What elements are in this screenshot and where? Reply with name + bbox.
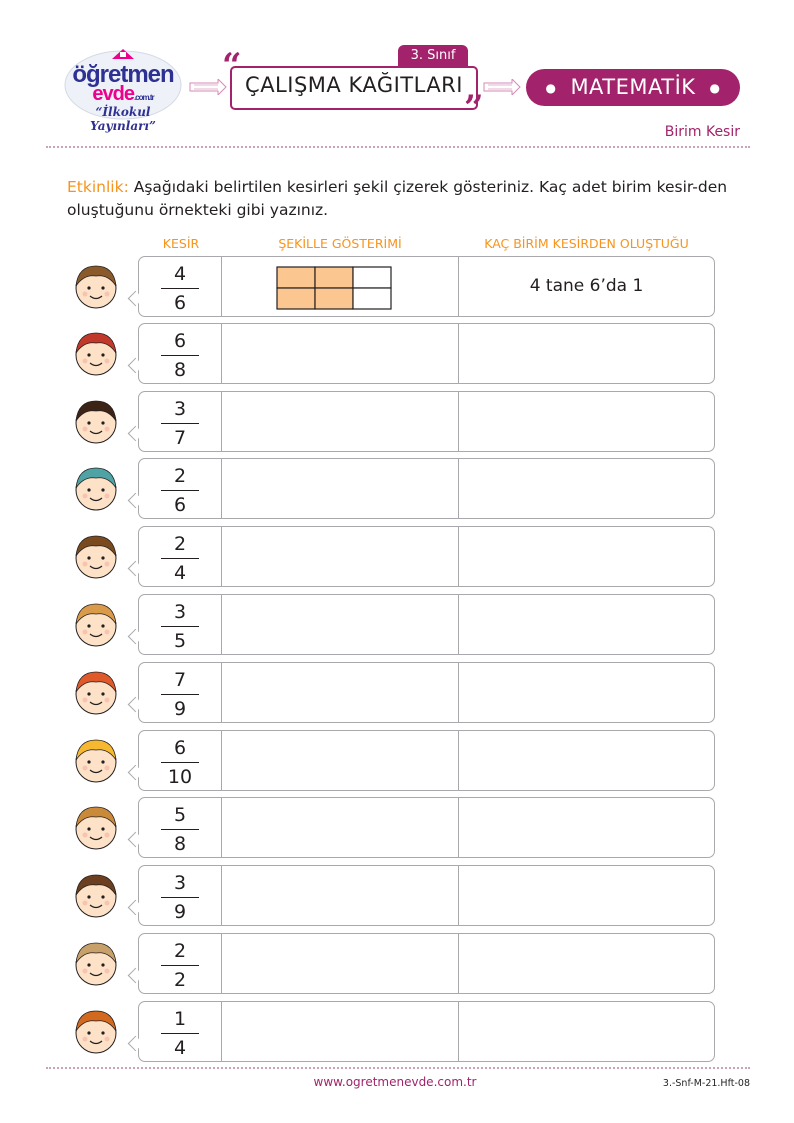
count-cell[interactable] (460, 324, 714, 383)
fraction-numerator: 3 (173, 601, 187, 623)
fraction (161, 803, 199, 856)
speech-notch (128, 697, 144, 713)
column-header-fraction: KESİR (162, 236, 200, 251)
fraction-denominator: 6 (173, 494, 187, 516)
child-face-icon (68, 596, 124, 652)
speech-notch (128, 426, 144, 442)
child-face-icon (68, 1003, 124, 1059)
fraction-bar (161, 1033, 199, 1034)
table-row (138, 458, 715, 519)
fraction (161, 397, 199, 450)
column-divider (221, 324, 222, 383)
fraction (161, 464, 199, 517)
shape-cell[interactable] (223, 731, 457, 790)
column-divider (221, 595, 222, 654)
child-face-icon (68, 867, 124, 923)
instructions-text: Aşağıdaki belirtilen kesirleri şekil çizerek gösteriniz. Kaç adet birim kesir-den oluştuğunu örnekteki gibi yazınız. (67, 178, 728, 219)
table-row (138, 594, 715, 655)
count-cell[interactable] (460, 459, 714, 518)
column-divider (458, 731, 459, 790)
bullet-dot-icon: ● (545, 80, 557, 95)
close-quote-icon: ” (464, 88, 484, 128)
speech-notch (128, 765, 144, 781)
fraction-bar (161, 355, 199, 356)
fraction-denominator: 5 (173, 630, 187, 652)
fraction-numerator: 2 (173, 533, 187, 555)
speech-notch (128, 900, 144, 916)
column-divider (458, 595, 459, 654)
fraction-denominator: 8 (173, 359, 187, 381)
child-face-icon (68, 460, 124, 516)
fraction-numerator: 2 (173, 465, 187, 487)
column-divider (458, 866, 459, 925)
speech-notch (128, 358, 144, 374)
grid-cell (353, 267, 391, 288)
child-face-icon (68, 732, 124, 788)
speech-notch (128, 493, 144, 509)
fraction-bar (161, 423, 199, 424)
grid-cell (277, 267, 315, 288)
column-divider (458, 459, 459, 518)
grade-tab: 3. Sınıf (398, 45, 468, 67)
logo-wordmark (62, 61, 184, 106)
fraction (161, 736, 199, 789)
fraction (161, 939, 199, 992)
grid-cell (315, 267, 353, 288)
column-divider (221, 1002, 222, 1061)
fraction (161, 532, 199, 585)
shape-cell[interactable] (223, 866, 457, 925)
column-divider (458, 1002, 459, 1061)
child-face-icon (68, 528, 124, 584)
fraction-bar (161, 762, 199, 763)
count-cell[interactable] (460, 731, 714, 790)
column-divider (458, 798, 459, 857)
fraction (161, 262, 199, 315)
shape-cell[interactable] (223, 324, 457, 383)
logo-subtitle: “İlkokul Yayınları” (90, 105, 156, 133)
fraction-bar (161, 897, 199, 898)
count-cell[interactable] (460, 934, 714, 993)
fraction-numerator: 3 (173, 872, 187, 894)
grid-cell (353, 288, 391, 309)
fraction (161, 668, 199, 721)
count-cell[interactable] (460, 392, 714, 451)
child-face-icon (68, 935, 124, 991)
table-row (138, 865, 715, 926)
grid-cell (315, 288, 353, 309)
logo-domain: .com.tr (133, 93, 154, 102)
shape-cell[interactable] (223, 934, 457, 993)
column-divider (458, 663, 459, 722)
fraction (161, 600, 199, 653)
fraction-bar (161, 829, 199, 830)
column-divider (221, 392, 222, 451)
fraction-numerator: 6 (173, 330, 187, 352)
fraction-bar (161, 694, 199, 695)
fraction-bar (161, 288, 199, 289)
count-cell[interactable] (460, 527, 714, 586)
fraction-numerator: 1 (173, 1008, 187, 1030)
fraction-denominator: 7 (173, 427, 187, 449)
grid-cell (277, 288, 315, 309)
column-divider (221, 798, 222, 857)
table-row (138, 323, 715, 384)
child-face-icon (68, 799, 124, 855)
example-shape-grid (276, 266, 392, 310)
publisher-logo (62, 45, 184, 133)
table-row (138, 662, 715, 723)
topic-label: Birim Kesir (664, 124, 740, 140)
subject-label: MATEMATİK (570, 75, 696, 99)
instructions-label: Etkinlik: (67, 178, 129, 196)
table-row (138, 256, 715, 317)
table-row (138, 526, 715, 587)
speech-notch (128, 968, 144, 984)
column-divider (221, 257, 222, 316)
column-divider (221, 866, 222, 925)
fraction-bar (161, 490, 199, 491)
fraction-denominator: 4 (173, 562, 187, 584)
column-divider (458, 527, 459, 586)
count-cell[interactable] (460, 866, 714, 925)
footer-code: 3.-Snf-M-21.Hft-08 (662, 1078, 750, 1089)
count-answer: 4 tane 6’da 1 (529, 276, 644, 296)
fraction-denominator: 4 (173, 1037, 187, 1059)
fraction-bar (161, 965, 199, 966)
bullet-dot-icon-2: ● (709, 80, 721, 95)
fraction (161, 871, 199, 924)
shape-cell[interactable] (223, 1002, 457, 1061)
count-cell[interactable] (460, 798, 714, 857)
column-divider (221, 459, 222, 518)
fraction-denominator: 6 (173, 292, 187, 314)
speech-notch (128, 291, 144, 307)
footer-divider (46, 1067, 750, 1069)
count-cell[interactable] (460, 595, 714, 654)
shape-cell[interactable] (223, 527, 457, 586)
column-divider (221, 527, 222, 586)
column-header-shape: ŞEKİLLE GÖSTERİMİ (278, 236, 402, 251)
child-face-icon (68, 393, 124, 449)
page-title: ÇALIŞMA KAĞITLARI (245, 73, 463, 97)
count-cell[interactable] (460, 1002, 714, 1061)
subject-badge (526, 69, 740, 106)
fraction-denominator: 10 (167, 766, 193, 788)
table-row (138, 933, 715, 994)
table-row (138, 391, 715, 452)
fraction (161, 329, 199, 382)
count-cell[interactable] (460, 663, 714, 722)
speech-notch (128, 832, 144, 848)
table-row (138, 730, 715, 791)
column-divider (221, 934, 222, 993)
logo-word-2: evde (92, 83, 134, 105)
shape-cell[interactable] (223, 798, 457, 857)
fraction-denominator: 8 (173, 833, 187, 855)
table-row (138, 797, 715, 858)
fraction-denominator: 9 (173, 901, 187, 923)
fraction-numerator: 6 (173, 737, 187, 759)
fraction-numerator: 2 (173, 940, 187, 962)
column-divider (458, 934, 459, 993)
fraction (161, 1007, 199, 1060)
column-divider (458, 324, 459, 383)
instructions (67, 176, 733, 222)
child-face-icon (68, 664, 124, 720)
table-row (138, 1001, 715, 1062)
fraction-numerator: 5 (173, 804, 187, 826)
fraction-numerator: 3 (173, 398, 187, 420)
speech-notch (128, 1036, 144, 1052)
fraction-numerator: 7 (173, 669, 187, 691)
speech-notch (128, 561, 144, 577)
fraction-denominator: 2 (173, 969, 187, 991)
fraction-numerator: 4 (173, 263, 187, 285)
shape-cell[interactable] (223, 595, 457, 654)
fraction-bar (161, 626, 199, 627)
shape-cell[interactable] (223, 663, 457, 722)
header-divider (46, 146, 750, 148)
column-divider (458, 392, 459, 451)
column-divider (221, 731, 222, 790)
shape-cell[interactable] (223, 459, 457, 518)
footer-url[interactable]: www.ogretmenevde.com.tr (313, 1075, 477, 1089)
open-quote-icon: “ (222, 46, 242, 86)
column-header-count: KAÇ BİRİM KESİRDEN OLUŞTUĞU (484, 236, 689, 251)
shape-cell[interactable] (223, 392, 457, 451)
fraction-denominator: 9 (173, 698, 187, 720)
speech-notch (128, 629, 144, 645)
child-face-icon (68, 258, 124, 314)
arrow-right-icon-2 (482, 79, 522, 95)
fraction-bar (161, 558, 199, 559)
logo-word-1: öğretmen (72, 61, 174, 88)
child-face-icon (68, 325, 124, 381)
column-divider (221, 663, 222, 722)
